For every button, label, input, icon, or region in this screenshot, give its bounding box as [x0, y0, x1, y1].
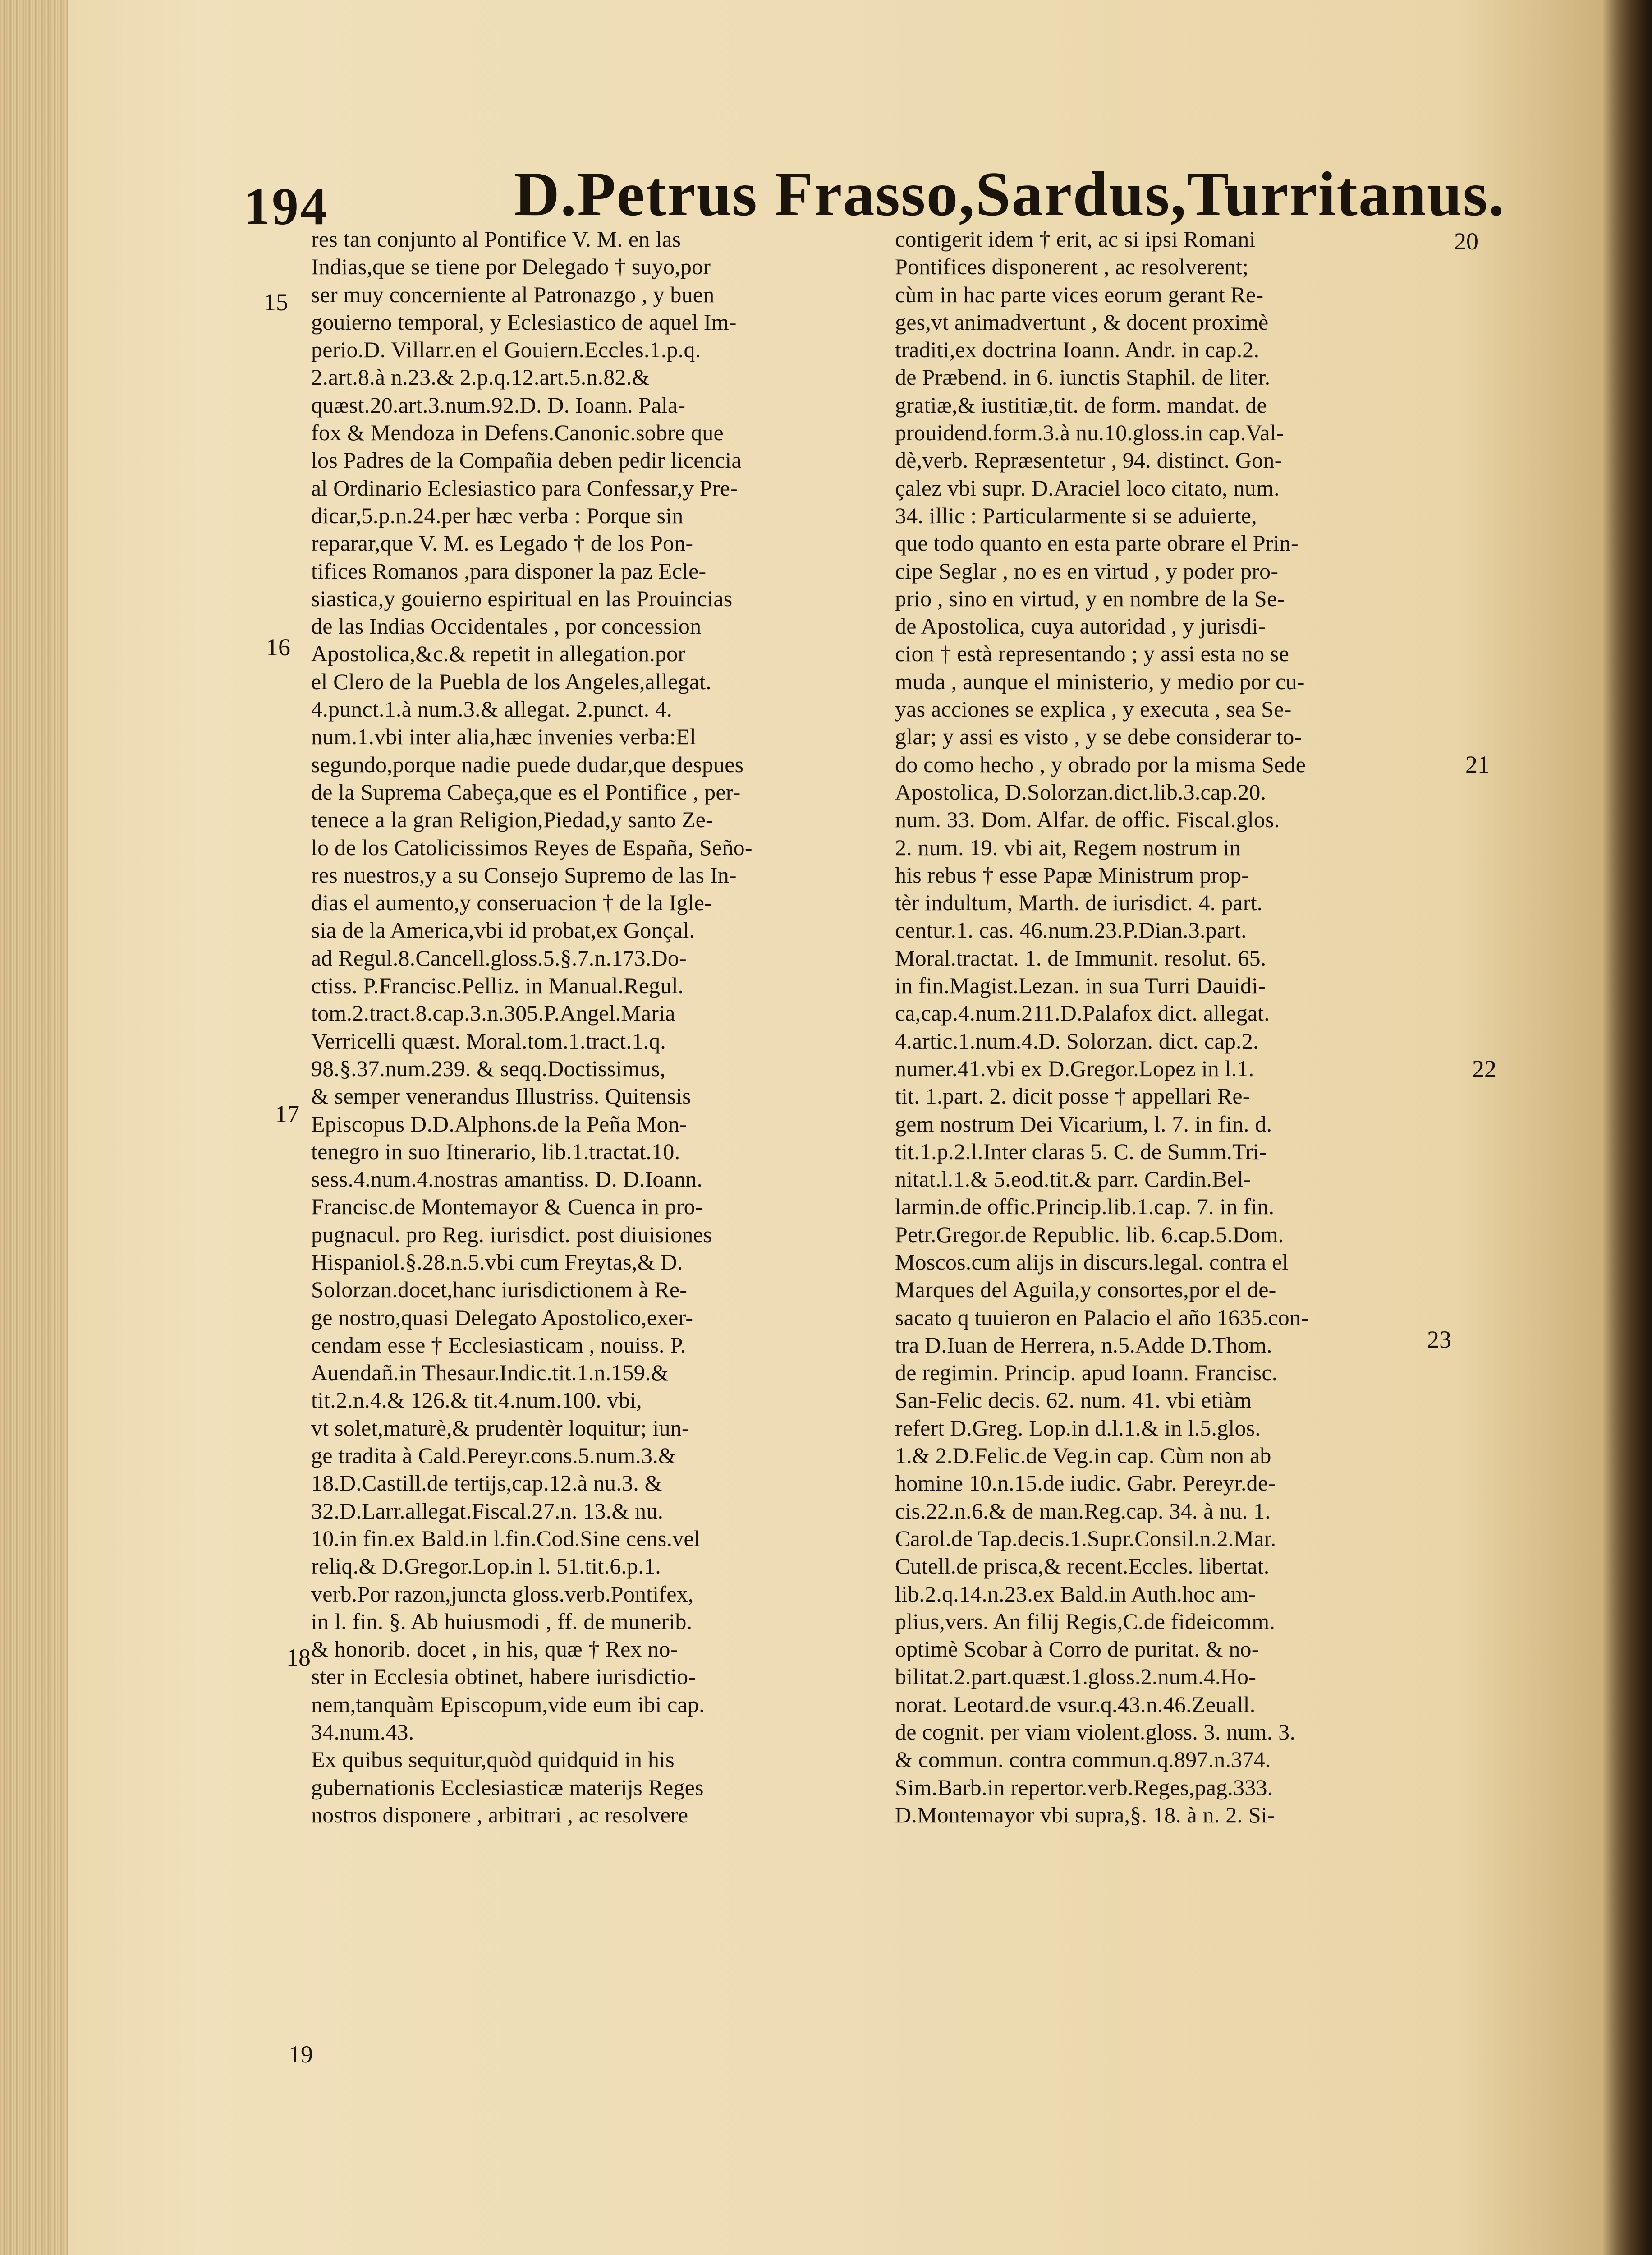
text-line: lo de los Catolicissimos Reyes de España, Seño- — [311, 834, 753, 860]
text-line: 2. num. 19. vbi ait, Regem nostrum in — [895, 834, 1241, 860]
text-line: vt solet,maturè,& prudentèr loquitur; iun- — [311, 1415, 689, 1440]
text-line: 2.art.8.à n.23.& 2.p.q.12.art.5.n.82.& — [311, 364, 650, 390]
marginal-number-21: 21 — [1465, 751, 1490, 778]
right-text-column — [895, 226, 1461, 2255]
text-line: in fin.Magist.Lezan. in sua Turri Dauidi- — [895, 973, 1266, 999]
text-line: muda , aunque el ministerio, y medio por cu- — [895, 668, 1305, 694]
text-line: Petr.Gregor.de Republic. lib. 6.cap.5.Dom. — [895, 1221, 1284, 1247]
text-line: el Clero de la Puebla de los Angeles,allegat. — [311, 668, 711, 694]
text-line: cion † està representando ; y assi esta no se — [895, 641, 1289, 667]
text-line: gratiæ,& iustitiæ,tit. de form. mandat. de — [895, 392, 1267, 418]
text-line: his rebus † esse Papæ Ministrum prop- — [895, 862, 1249, 888]
text-line: segundo,porque nadie puede dudar,que despues — [311, 751, 744, 777]
text-line: dicar,5.p.n.24.per hæc verba : Porque sin — [311, 502, 684, 528]
text-line: Verricelli quæst. Moral.tom.1.tract.1.q. — [311, 1028, 666, 1054]
text-line: los Padres de la Compañia deben pedir licencia — [311, 447, 742, 473]
text-line: yas acciones se explica , y executa , sea Se- — [895, 696, 1292, 722]
text-line: prio , sino en virtud, y en nombre de la Se- — [895, 585, 1285, 611]
text-line: dias el aumento,y conseruacion † de la Igle- — [311, 890, 712, 916]
text-line: Apostolica, D.Solorzan.dict.lib.3.cap.20. — [895, 779, 1267, 805]
text-line: tom.2.tract.8.cap.3.n.305.P.Angel.Maria — [311, 1000, 675, 1026]
text-line: cendam esse † Ecclesiasticam , nouiss. P. — [311, 1332, 686, 1358]
text-line: 1.& 2.D.Felic.de Veg.in cap. Cùm non ab — [895, 1443, 1271, 1468]
text-line: cipe Seglar , no es en virtud , y poder pro- — [895, 558, 1279, 584]
text-line: plius,vers. An filij Regis,C.de fideicomm. — [895, 1608, 1276, 1634]
marginal-number-18: 18 — [286, 1644, 311, 1671]
text-line: nostros disponere , arbitrari , ac resolvere — [311, 1802, 688, 1827]
page-header — [243, 149, 1505, 236]
text-line: sess.4.num.4.nostras amantiss. D. D.Ioann. — [311, 1166, 703, 1192]
text-line: cis.22.n.6.& de man.Reg.cap. 34. à nu. 1. — [895, 1498, 1271, 1523]
text-line: Episcopus D.D.Alphons.de la Peña Mon- — [311, 1111, 687, 1137]
text-line: 18.D.Castill.de tertijs,cap.12.à nu.3. & — [311, 1470, 662, 1496]
text-line: Auendañ.in Thesaur.Indic.tit.1.n.159.& — [311, 1360, 669, 1385]
text-line: Ex quibus sequitur,quòd quidquid in his — [311, 1747, 675, 1772]
text-line: tenegro in suo Itinerario, lib.1.tractat.10. — [311, 1138, 680, 1164]
text-line: centur.1. cas. 46.num.23.P.Dian.3.part. — [895, 917, 1247, 943]
text-line: homine 10.n.15.de iudic. Gabr. Pereyr.de- — [895, 1470, 1276, 1496]
text-line: in l. fin. §. Ab huiusmodi , ff. de munerib. — [311, 1608, 693, 1634]
text-line: ge nostro,quasi Delegato Apostolico,exer- — [311, 1304, 693, 1330]
text-line: de regimin. Princip. apud Ioann. Francisc. — [895, 1360, 1278, 1385]
text-line: gubernationis Ecclesiasticæ materijs Reges — [311, 1774, 704, 1800]
text-line: ge tradita à Cald.Pereyr.cons.5.num.3.& — [311, 1443, 676, 1468]
text-line: 34.num.43. — [311, 1719, 414, 1745]
text-line: ca,cap.4.num.211.D.Palafox dict. allegat. — [895, 1000, 1270, 1026]
text-line: sacato q tuuieron en Palacio el año 1635.con- — [895, 1304, 1309, 1330]
text-line: do como hecho , y obrado por la misma Sede — [895, 751, 1306, 777]
text-line: traditi,ex doctrina Ioann. Andr. in cap.2. — [895, 337, 1260, 363]
left-text-column — [311, 226, 884, 2255]
text-line: tifices Romanos ,para disponer la paz Ecle- — [311, 558, 707, 584]
text-line: Moral.tractat. 1. de Immunit. resolut. 65. — [895, 945, 1267, 971]
text-line: pugnacul. pro Reg. iurisdict. post diuisiones — [311, 1221, 712, 1247]
marginal-number-19: 19 — [289, 2041, 313, 2068]
text-line: gem nostrum Dei Vicarium, l. 7. in fin. d. — [895, 1111, 1272, 1137]
text-line: al Ordinario Eclesiastico para Confessar,y Pre- — [311, 475, 738, 501]
text-line: reliq.& D.Gregor.Lop.in l. 51.tit.6.p.1. — [311, 1553, 661, 1579]
marginal-number-23: 23 — [1427, 1326, 1451, 1353]
text-line: Indias,que se tiene por Delegado † suyo,por — [311, 254, 711, 280]
text-line: refert D.Greg. Lop.in d.l.1.& in l.5.glos. — [895, 1415, 1261, 1440]
text-line: 98.§.37.num.239. & seqq.Doctissimus, — [311, 1055, 666, 1081]
text-line: Carol.de Tap.decis.1.Supr.Consil.n.2.Mar. — [895, 1525, 1276, 1551]
text-line: ster in Ecclesia obtinet, habere iurisdictio- — [311, 1664, 696, 1689]
text-line: optimè Scobar à Corro de puritat. & no- — [895, 1636, 1259, 1662]
marginal-number-22: 22 — [1472, 1055, 1496, 1082]
text-line: ad Regul.8.Cancell.gloss.5.§.7.n.173.Do- — [311, 945, 687, 971]
text-line: 32.D.Larr.allegat.Fiscal.27.n. 13.& nu. — [311, 1498, 664, 1523]
text-line: prouidend.form.3.à nu.10.gloss.in cap.Val- — [895, 420, 1284, 446]
text-line: reparar,que V. M. es Legado † de los Pon- — [311, 530, 693, 556]
text-line: & commun. contra commun.q.897.n.374. — [895, 1747, 1271, 1772]
text-line: & semper venerandus Illustriss. Quitensis — [311, 1083, 691, 1109]
text-line: dè,verb. Repræsentetur , 94. distinct. Gon- — [895, 447, 1282, 473]
text-line: Hispaniol.§.28.n.5.vbi cum Freytas,& D. — [311, 1249, 683, 1275]
text-line: Cutell.de prisca,& recent.Eccles. libertat. — [895, 1553, 1270, 1579]
text-line: de Præbend. in 6. iunctis Staphil. de liter. — [895, 364, 1271, 390]
text-line: cùm in hac parte vices eorum gerant Re- — [895, 281, 1264, 307]
text-line: bilitat.2.part.quæst.1.gloss.2.num.4.Ho- — [895, 1664, 1257, 1689]
text-line: larmin.de offic.Princip.lib.1.cap. 7. in fin. — [895, 1194, 1275, 1220]
text-line: num.1.vbi inter alia,hæc invenies verba:El — [311, 724, 697, 750]
text-line: verb.Por razon,juncta gloss.verb.Pontifex, — [311, 1581, 694, 1606]
text-line: tit.1.p.2.l.Inter claras 5. C. de Summ.Tri- — [895, 1138, 1267, 1164]
text-line: de la Suprema Cabeça,que es el Pontifice , per- — [311, 779, 741, 805]
binding-gutter — [1602, 0, 1652, 2255]
text-line: Solorzan.docet,hanc iurisdictionem à Re- — [311, 1277, 688, 1302]
marginal-number-16: 16 — [266, 634, 290, 661]
text-line: glar; y assi es visto , y se debe considerar to- — [895, 724, 1302, 750]
text-line: Apostolica,&c.& repetit in allegation.por — [311, 641, 686, 667]
text-line: San-Felic decis. 62. num. 41. vbi etiàm — [895, 1387, 1252, 1413]
text-line: sia de la America,vbi id probat,ex Gonçal. — [311, 917, 695, 943]
text-line: tit. 1.part. 2. dicit posse † appellari Re- — [895, 1083, 1250, 1109]
text-line: & honorib. docet , in his, quæ † Rex no- — [311, 1636, 678, 1662]
text-line: lib.2.q.14.n.23.ex Bald.in Auth.hoc am- — [895, 1581, 1256, 1606]
text-line: ges,vt animadvertunt , & docent proximè — [895, 309, 1269, 335]
text-line: tit.2.n.4.& 126.& tit.4.num.100. vbi, — [311, 1387, 642, 1413]
text-line: siastica,y gouierno espiritual en las Prouincias — [311, 585, 733, 611]
text-line: num. 33. Dom. Alfar. de offic. Fiscal.glos. — [895, 807, 1280, 833]
text-line: contigerit idem † erit, ac si ipsi Romani — [895, 226, 1256, 252]
text-line: D.Montemayor vbi supra,§. 18. à n. 2. Si- — [895, 1802, 1275, 1827]
text-line: perio.D. Villarr.en el Gouiern.Eccles.1.p.q. — [311, 337, 701, 363]
marginal-number-20: 20 — [1454, 228, 1478, 255]
page-number: 194 — [243, 177, 329, 236]
text-line: Sim.Barb.in repertor.verb.Reges,pag.333. — [895, 1774, 1273, 1800]
text-line: ser muy concerniente al Patronazgo , y buen — [311, 281, 715, 307]
page-edges — [0, 0, 68, 2255]
text-line: çalez vbi supr. D.Araciel loco citato, num. — [895, 475, 1280, 501]
running-title: D.Petrus Frasso,Sardus,Turritanus. — [514, 159, 1505, 229]
text-line: gouierno temporal, y Eclesiastico de aquel Im- — [311, 309, 737, 335]
marginal-number-17: 17 — [275, 1100, 299, 1128]
text-line: Moscos.cum alijs in discurs.legal. contra el — [895, 1249, 1289, 1275]
text-line: Pontifices disponerent , ac resolverent; — [895, 254, 1249, 280]
text-line: fox & Mendoza in Defens.Canonic.sobre que — [311, 420, 724, 446]
text-line: que todo quanto en esta parte obrare el Prin- — [895, 530, 1299, 556]
text-line: tenece a la gran Religion,Piedad,y santo Ze- — [311, 807, 713, 833]
text-line: de las Indias Occidentales , por concession — [311, 613, 702, 639]
text-line: res nuestros,y a su Consejo Supremo de las In- — [311, 862, 737, 888]
text-line: de Apostolica, cuya autoridad , y jurisdi- — [895, 613, 1266, 639]
text-line: Marques del Aguila,y consortes,por el de- — [895, 1277, 1276, 1302]
text-line: tèr indultum, Marth. de iurisdict. 4. part. — [895, 890, 1263, 916]
text-line: nitat.l.1.& 5.eod.tit.& parr. Cardin.Bel- — [895, 1166, 1252, 1192]
text-line: Francisc.de Montemayor & Cuenca in pro- — [311, 1194, 703, 1220]
text-line: 4.punct.1.à num.3.& allegat. 2.punct. 4. — [311, 696, 672, 722]
text-line: tra D.Iuan de Herrera, n.5.Adde D.Thom. — [895, 1332, 1272, 1358]
text-line: norat. Leotard.de vsur.q.43.n.46.Zeuall. — [895, 1691, 1256, 1717]
text-line: 10.in fin.ex Bald.in l.fin.Cod.Sine cens.vel — [311, 1525, 700, 1551]
text-line: ctiss. P.Francisc.Pelliz. in Manual.Regul. — [311, 973, 684, 999]
text-line: nem,tanquàm Episcopum,vide eum ibi cap. — [311, 1691, 705, 1717]
text-line: 34. illic : Particularmente si se aduierte, — [895, 502, 1257, 528]
marginal-number-15: 15 — [264, 289, 288, 316]
text-line: numer.41.vbi ex D.Gregor.Lopez in l.1. — [895, 1055, 1254, 1081]
text-line: quæst.20.art.3.num.92.D. D. Ioann. Pala- — [311, 392, 686, 418]
text-line: 4.artic.1.num.4.D. Solorzan. dict. cap.2. — [895, 1028, 1259, 1054]
text-line: de cognit. per viam violent.gloss. 3. num. 3. — [895, 1719, 1296, 1745]
text-line: res tan conjunto al Pontifice V. M. en las — [311, 226, 681, 252]
